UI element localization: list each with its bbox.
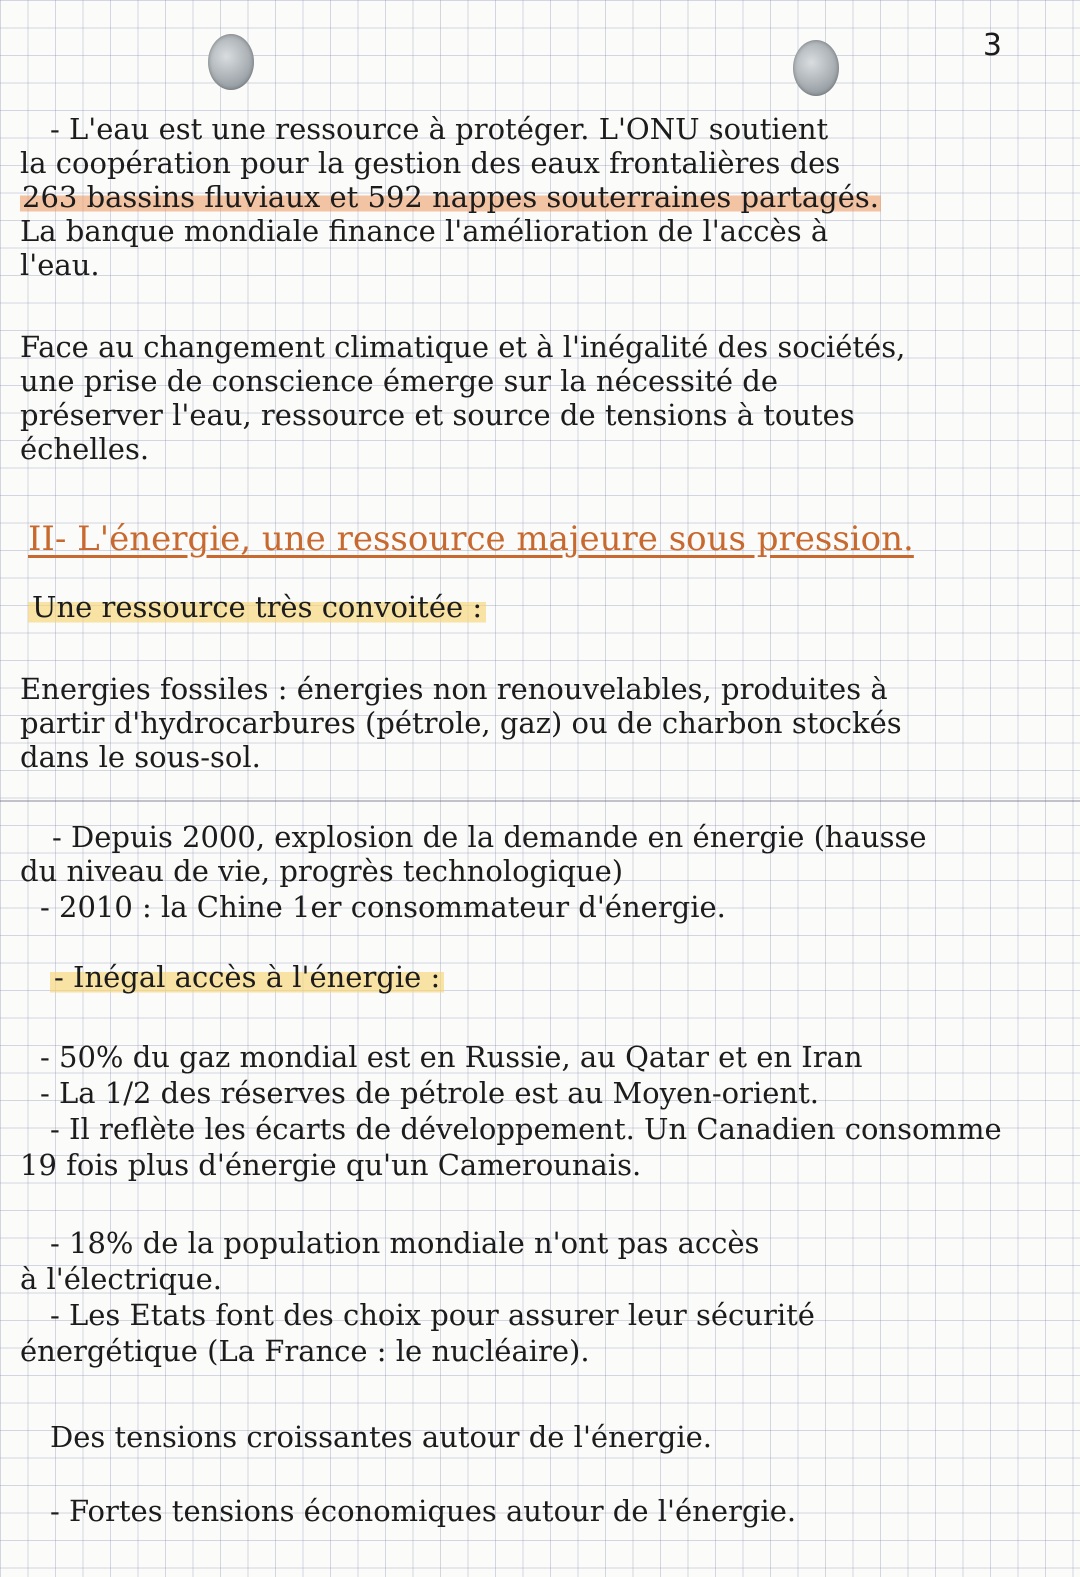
page-number: 3 <box>982 28 1002 63</box>
text-line: à l'électrique. <box>20 1262 223 1296</box>
text-line: - 18% de la population mondiale n'ont pas accès <box>50 1226 760 1260</box>
text-line: échelles. <box>20 432 150 466</box>
text-line: - L'eau est une ressource à protéger. L'ONU soutient <box>50 112 829 146</box>
text-line: préserver l'eau, ressource et source de tensions à toutes <box>20 398 855 432</box>
text-line: - 50% du gaz mondial est en Russie, au Qatar et en Iran <box>40 1040 863 1074</box>
text-line: La banque mondiale finance l'amélioration de l'accès à <box>20 214 829 248</box>
divider <box>0 800 1080 802</box>
subheading: - Inégal accès à l'énergie : <box>50 960 444 994</box>
text-line: - Depuis 2000, explosion de la demande en énergie (hausse <box>52 820 927 854</box>
text-line: une prise de conscience émerge sur la nécessité de <box>20 364 778 398</box>
binder-hole-right <box>793 40 839 96</box>
text-line: 19 fois plus d'énergie qu'un Camerounais. <box>20 1148 642 1182</box>
section-title: II- L'énergie, une ressource majeure sous pression. <box>28 519 914 559</box>
text-line: du niveau de vie, progrès technologique) <box>20 854 624 888</box>
definition-line: Energies fossiles : énergies non renouvelables, produites à <box>20 672 888 706</box>
text-line: l'eau. <box>20 248 100 282</box>
text-line: - Fortes tensions économiques autour de l'énergie. <box>50 1494 797 1528</box>
definition-line: dans le sous-sol. <box>20 740 261 774</box>
text-line: Face au changement climatique et à l'inégalité des sociétés, <box>20 330 906 364</box>
subsection-title: Une ressource très convoitée : <box>28 590 486 624</box>
text-line: énergétique (La France : le nucléaire). <box>20 1334 590 1368</box>
subheading: Des tensions croissantes autour de l'énergie. <box>50 1420 713 1454</box>
text-line-highlighted: 263 bassins fluviaux et 592 nappes souterraines partagés. <box>22 180 879 214</box>
definition-line: partir d'hydrocarbures (pétrole, gaz) ou de charbon stockés <box>20 706 902 740</box>
text-line: - 2010 : la Chine 1er consommateur d'énergie. <box>40 890 726 924</box>
binder-hole-left <box>208 34 254 90</box>
text-line: la coopération pour la gestion des eaux frontalières des <box>20 146 841 180</box>
text-line: - La 1/2 des réserves de pétrole est au Moyen-orient. <box>40 1076 819 1110</box>
text-line: - Il reflète les écarts de développement. Un Canadien consomme <box>50 1112 1002 1146</box>
text-line: - Les Etats font des choix pour assurer leur sécurité <box>50 1298 815 1332</box>
